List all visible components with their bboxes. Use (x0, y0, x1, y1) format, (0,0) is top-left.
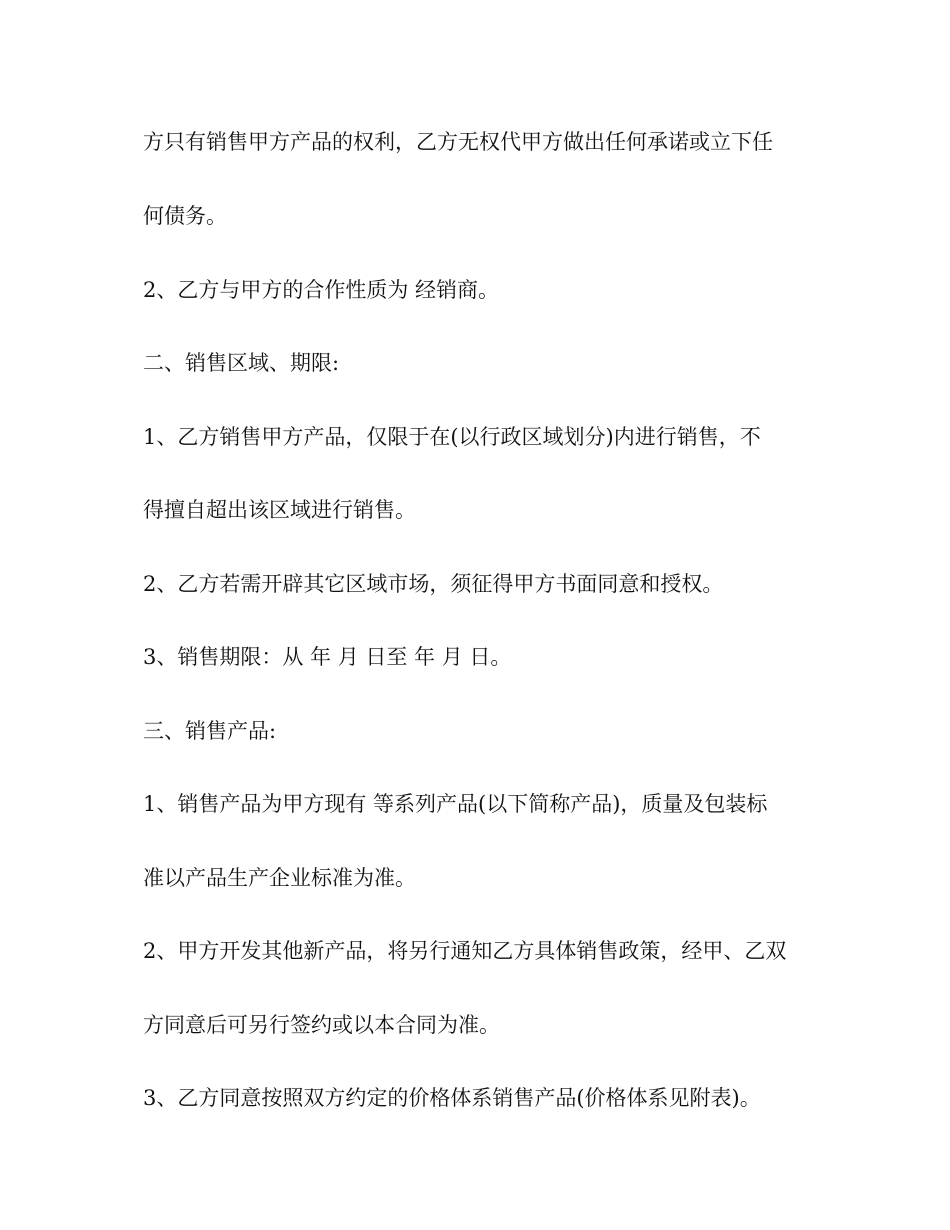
section-heading: 二、销售区域、期限: (143, 351, 340, 375)
text-line: 1、乙方销售甲方产品，仅限于在(以行政区域划分)内进行销售，不 (143, 425, 761, 449)
text-line: 2、乙方与甲方的合作性质为 经销商。 (143, 278, 500, 302)
text-line: 2、甲方开发其他新产品，将另行通知乙方具体销售政策，经甲、乙双 (143, 939, 787, 963)
text-line: 3、乙方同意按照双方约定的价格体系销售产品(价格体系见附表)。 (143, 1086, 761, 1110)
text-line: 2、乙方若需开辟其它区域市场，须征得甲方书面同意和授权。 (143, 572, 724, 596)
text-line: 3、销售期限：从 年 月 日至 年 月 日。 (143, 645, 512, 669)
text-line: 方只有销售甲方产品的权利，乙方无权代甲方做出任何承诺或立下任 (143, 130, 773, 154)
text-line: 何债务。 (143, 204, 227, 228)
text-line: 得擅自超出该区域进行销售。 (143, 498, 416, 522)
text-line: 方同意后可另行签约或以本合同为准。 (143, 1013, 500, 1037)
text-line: 准以产品生产企业标准为准。 (143, 866, 416, 890)
text-line: 1、销售产品为甲方现有 等系列产品(以下简称产品)，质量及包装标 (143, 792, 768, 816)
section-heading: 三、销售产品: (143, 719, 277, 743)
